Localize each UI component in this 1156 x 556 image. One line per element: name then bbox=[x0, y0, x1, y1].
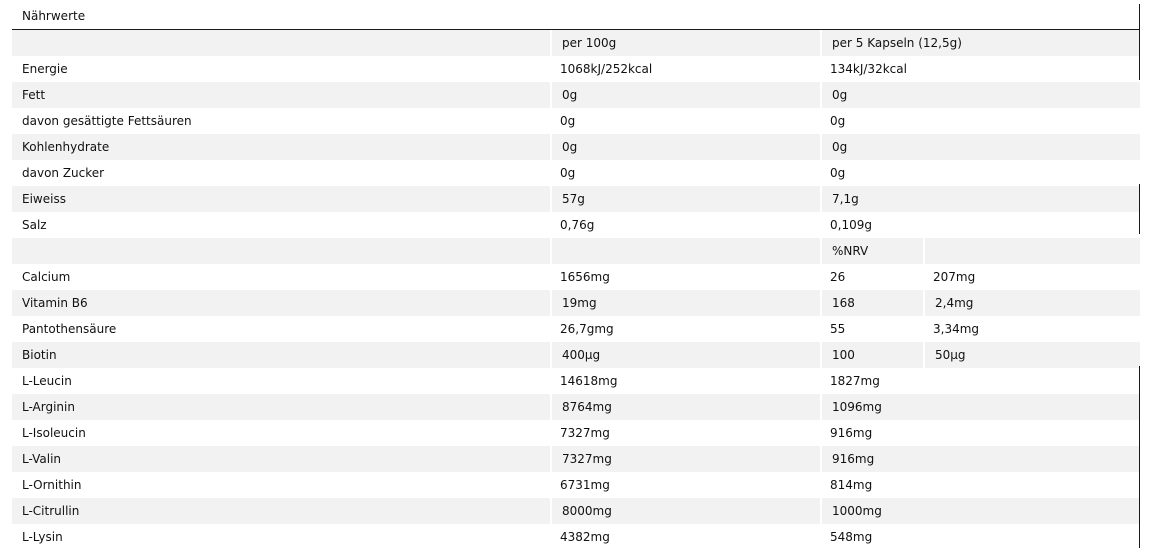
table-title: Nährwerte bbox=[22, 9, 86, 23]
nrv-header-empty bbox=[12, 238, 550, 264]
nutrient-per-100g: 0,76g bbox=[560, 218, 595, 232]
table-row bbox=[12, 212, 1140, 238]
vitamin-name: Pantothensäure bbox=[22, 322, 117, 336]
nrv-header-row bbox=[12, 238, 1140, 264]
amino-per-serving: 1827mg bbox=[830, 374, 880, 388]
right-border-middle bbox=[1139, 184, 1140, 234]
amino-name: L-Arginin bbox=[22, 400, 75, 414]
header-per-100g: per 100g bbox=[550, 30, 820, 56]
amino-per-serving: 916mg bbox=[820, 446, 1140, 472]
vitamin-per-serving: 3,34mg bbox=[933, 322, 980, 336]
nrv-header-empty-3 bbox=[923, 238, 1140, 264]
nutrient-per-100g: 0g bbox=[560, 114, 576, 128]
nrv-header: %NRV bbox=[820, 238, 923, 264]
nutrient-name: Kohlenhydrate bbox=[22, 140, 110, 154]
nutrient-per-serving: 0g bbox=[830, 114, 846, 128]
vitamin-per-serving: 2,4mg bbox=[923, 290, 1140, 316]
nutrient-per-100g: 1068kJ/252kcal bbox=[560, 62, 653, 76]
nutrient-name: Fett bbox=[22, 88, 46, 102]
nutrient-name: Eiweiss bbox=[22, 192, 66, 206]
amino-per-100g: 6731mg bbox=[560, 478, 610, 492]
nutrient-per-serving: 0g bbox=[820, 82, 1140, 108]
amino-name: L-Isoleucin bbox=[22, 426, 86, 440]
amino-per-serving: 1000mg bbox=[820, 498, 1140, 524]
amino-name: L-Citrullin bbox=[22, 504, 80, 518]
table-row bbox=[12, 394, 1140, 420]
amino-per-100g: 7327mg bbox=[550, 446, 820, 472]
nutrient-per-100g: 0g bbox=[560, 166, 576, 180]
nrv-header-empty-2 bbox=[550, 238, 820, 264]
nutrient-per-100g: 0g bbox=[550, 134, 820, 160]
table-row bbox=[12, 368, 1140, 394]
vitamin-per-100g: 19mg bbox=[550, 290, 820, 316]
table-row bbox=[12, 472, 1140, 498]
header-empty-cell bbox=[12, 30, 550, 56]
table-row bbox=[12, 82, 1140, 108]
table-row bbox=[12, 186, 1140, 212]
right-border-bottom bbox=[1139, 366, 1140, 548]
nutrition-table bbox=[12, 4, 1140, 550]
table-row bbox=[12, 342, 1140, 368]
amino-per-serving: 548mg bbox=[830, 530, 873, 544]
table-row bbox=[12, 160, 1140, 186]
vitamin-nrv: 168 bbox=[820, 290, 923, 316]
amino-name: L-Ornithin bbox=[22, 478, 82, 492]
amino-per-100g: 7327mg bbox=[560, 426, 610, 440]
amino-name: L-Lysin bbox=[22, 530, 63, 544]
vitamin-nrv: 55 bbox=[830, 322, 846, 336]
nutrient-name: Energie bbox=[22, 62, 68, 76]
amino-per-100g: 8000mg bbox=[550, 498, 820, 524]
amino-per-serving: 1096mg bbox=[820, 394, 1140, 420]
table-row bbox=[12, 420, 1140, 446]
nutrient-rows bbox=[12, 56, 1140, 238]
nutrient-per-serving: 7,1g bbox=[820, 186, 1140, 212]
table-title-row bbox=[12, 4, 1140, 30]
table-row bbox=[12, 446, 1140, 472]
vitamin-name: Calcium bbox=[22, 270, 71, 284]
table-row bbox=[12, 134, 1140, 160]
table-row bbox=[12, 264, 1140, 290]
amino-per-serving: 814mg bbox=[830, 478, 873, 492]
nutrient-name: davon gesättigte Fettsäuren bbox=[22, 114, 192, 128]
vitamin-per-serving: 207mg bbox=[933, 270, 976, 284]
vitamin-name: Biotin bbox=[22, 348, 57, 362]
column-header-row bbox=[12, 30, 1140, 56]
vitamin-per-100g: 1656mg bbox=[560, 270, 610, 284]
nutrient-per-serving: 0,109g bbox=[830, 218, 872, 232]
table-row bbox=[12, 108, 1140, 134]
amino-per-100g: 14618mg bbox=[560, 374, 618, 388]
nutrient-per-100g: 0g bbox=[550, 82, 820, 108]
table-row bbox=[12, 316, 1140, 342]
table-row bbox=[12, 56, 1140, 82]
amino-per-100g: 8764mg bbox=[550, 394, 820, 420]
table-row bbox=[12, 290, 1140, 316]
vitamin-name: Vitamin B6 bbox=[22, 296, 88, 310]
nutrient-per-100g: 57g bbox=[550, 186, 820, 212]
amino-name: L-Leucin bbox=[22, 374, 72, 388]
amino-name: L-Valin bbox=[22, 452, 62, 466]
vitamin-per-serving: 50µg bbox=[923, 342, 1140, 368]
table-row bbox=[12, 524, 1140, 550]
amino-rows bbox=[12, 368, 1140, 550]
amino-per-100g: 4382mg bbox=[560, 530, 610, 544]
nutrient-per-serving: 134kJ/32kcal bbox=[830, 62, 907, 76]
table-row bbox=[12, 498, 1140, 524]
nutrient-per-serving: 0g bbox=[830, 166, 846, 180]
amino-per-serving: 916mg bbox=[830, 426, 873, 440]
vitamin-per-100g: 400µg bbox=[550, 342, 820, 368]
right-border-top bbox=[1139, 4, 1140, 80]
vitamin-per-100g: 26,7gmg bbox=[560, 322, 614, 336]
nutrient-name: davon Zucker bbox=[22, 166, 105, 180]
nutrient-name: Salz bbox=[22, 218, 47, 232]
vitamin-nrv: 100 bbox=[820, 342, 923, 368]
header-per-serving: per 5 Kapseln (12,5g) bbox=[820, 30, 1140, 56]
vitamin-nrv: 26 bbox=[830, 270, 846, 284]
nutrient-per-serving: 0g bbox=[820, 134, 1140, 160]
vitamin-rows bbox=[12, 264, 1140, 368]
